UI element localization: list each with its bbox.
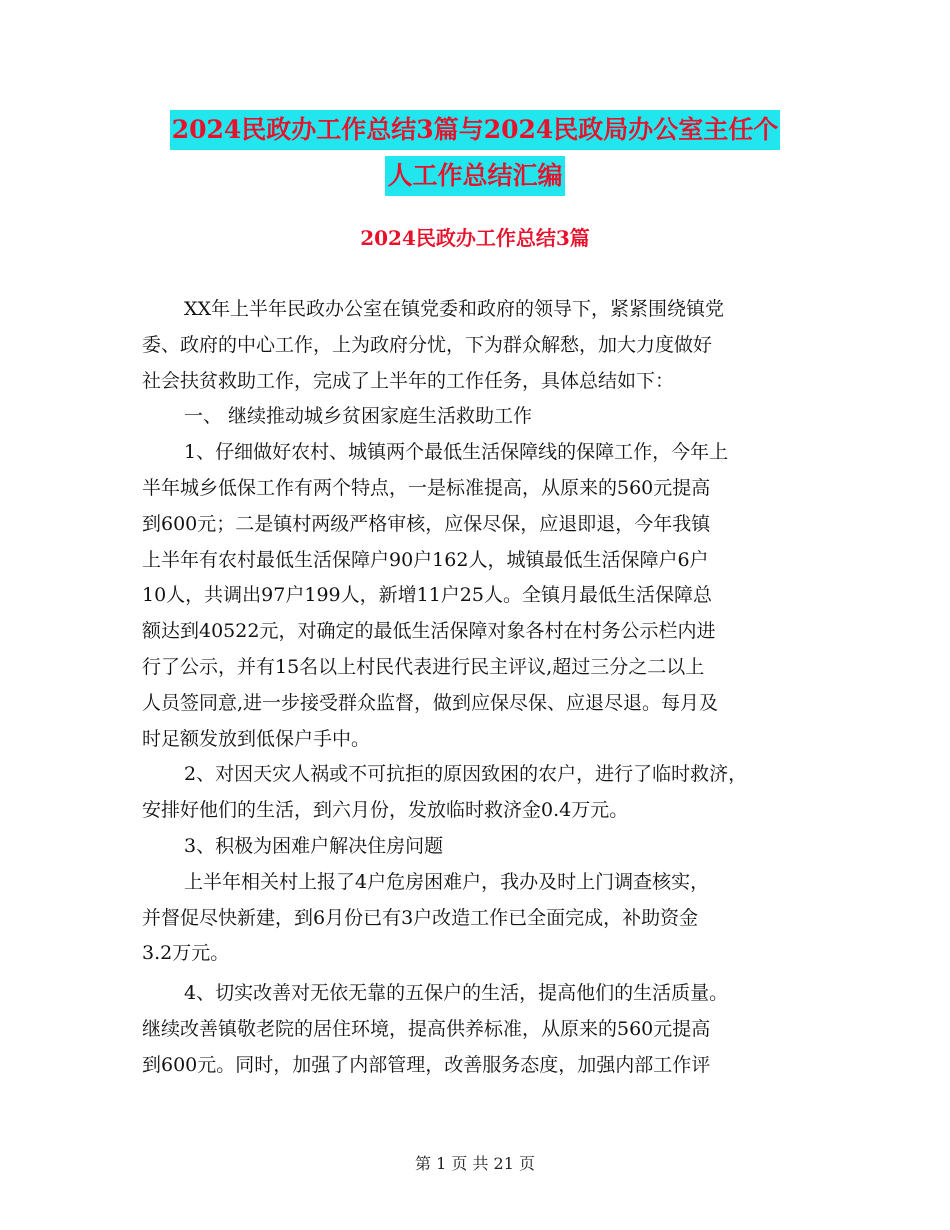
page-indicator: 第 1 页 共 21 页 (415, 1154, 535, 1173)
paragraph-line: 1、仔细做好农村、城镇两个最低生活保障线的保障工作，今年上 (184, 441, 729, 464)
paragraph-line: 到600元。同时，加强了内部管理，改善服务态度，加强内部工作评 (142, 1053, 711, 1076)
section-heading: 2024民政办工作总结3篇 (360, 226, 590, 250)
paragraph-line: 半年城乡低保工作有两个特点，一是标准提高，从原来的560元提高 (142, 476, 711, 499)
paragraph-line: 时足额发放到低保户手中。 (142, 727, 371, 750)
list-heading: 一、 继续推动城乡贫困家庭生活救助工作 (184, 405, 533, 428)
document-title-line-2: 人工作总结汇编 (385, 156, 564, 196)
paragraph-line: 安排好他们的生活，到六月份，发放临时救济金0.4万元。 (142, 799, 629, 822)
paragraph-line: 3.2万元。 (142, 942, 230, 965)
document-title (100, 110, 850, 202)
list-heading: 3、积极为困难户解决住房问题 (184, 834, 444, 857)
paragraph-line: 社会扶贫救助工作，完成了上半年的工作任务，具体总结如下： (142, 369, 675, 392)
body-text (142, 292, 832, 1084)
paragraph-line: 到600元；二是镇村两级严格审核，应保尽保，应退即退，今年我镇 (142, 512, 711, 535)
paragraph-line: 并督促尽快新建，到6月份已有3户改造工作已全面完成，补助资金 (142, 906, 699, 929)
paragraph-line: 人员签同意,进一步接受群众监督，做到应保尽保、应退尽退。每月及 (142, 691, 719, 714)
paragraph-line: 2、对因天灾人祸或不可抗拒的原因致困的农户，进行了临时救济， (184, 763, 748, 786)
paragraph-line: 上半年相关村上报了4户危房困难户，我办及时上门调查核实， (184, 870, 710, 893)
paragraph-line: 委、政府的中心工作，上为政府分忧，下为群众解愁，加大力度做好 (142, 333, 713, 356)
paragraph-line: XX年上半年民政办公室在镇党委和政府的领导下，紧紧围绕镇党 (184, 298, 725, 320)
paragraph-line: 上半年有农村最低生活保障户90户162人，城镇最低生活保障户6户 (142, 548, 709, 571)
paragraph-line: 10人，共调出97户199人，新增11户25人。全镇月最低生活保障总 (142, 584, 712, 607)
paragraph-line: 继续改善镇敬老院的居住环境，提高供养标准，从原来的560元提高 (142, 1017, 711, 1040)
document-title-line-1: 2024民政办工作总结3篇与2024民政局办公室主任个 (170, 110, 781, 150)
paragraph-line: 额达到40522元，对确定的最低生活保障对象各村在村务公示栏内进 (142, 620, 716, 643)
paragraph-line: 4、切实改善对无依无靠的五保户的生活，提高他们的生活质量。 (184, 982, 729, 1005)
paragraph-line: 行了公示，并有15名以上村民代表进行民主评议,超过三分之二以上 (142, 655, 705, 678)
